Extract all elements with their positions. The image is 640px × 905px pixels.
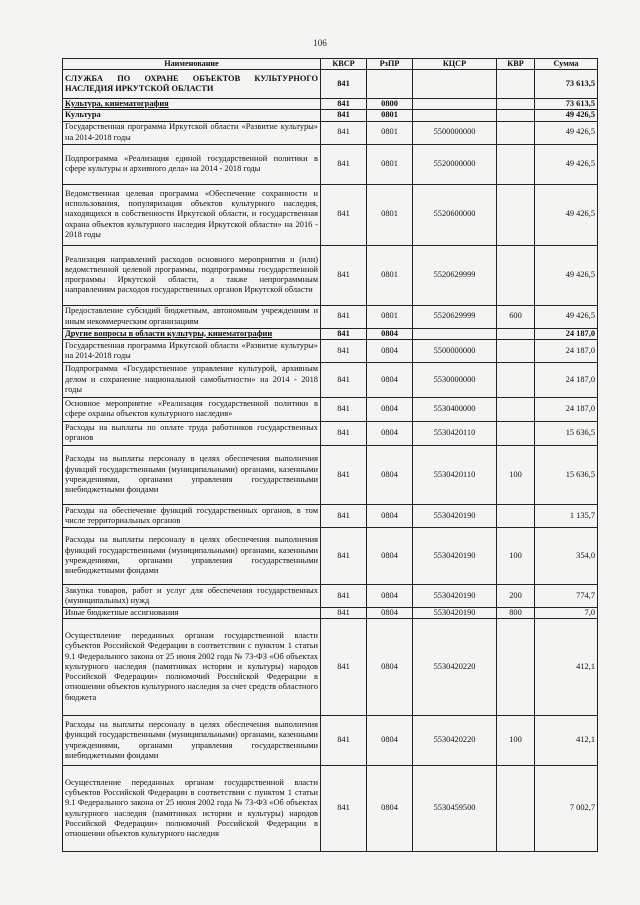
row-sum: 1 135,7 — [535, 504, 598, 527]
row-rzpr — [367, 70, 413, 99]
table-row — [63, 110, 598, 121]
row-kcsr: 5520629999 — [413, 245, 497, 305]
row-kvsr: 841 — [321, 144, 367, 184]
row-sum: 49 426,5 — [535, 144, 598, 184]
row-kvsr: 841 — [321, 362, 367, 397]
row-name: Расходы на выплаты персоналу в целях обеспечения выполнения функций государственными (муниципальными) органами, казенными учреждениями, органами управления государственными внебюджетными фондами — [63, 445, 321, 504]
row-kcsr: 5520000000 — [413, 144, 497, 184]
row-kcsr: 5530420190 — [413, 607, 497, 618]
table-row — [63, 619, 598, 716]
row-kvsr: 841 — [321, 121, 367, 144]
row-rzpr: 0804 — [367, 339, 413, 362]
table-row — [63, 766, 598, 852]
row-sum: 49 426,5 — [535, 110, 598, 121]
row-kvsr: 841 — [321, 504, 367, 527]
row-rzpr: 0801 — [367, 121, 413, 144]
row-sum: 24 187,0 — [535, 397, 598, 421]
row-name: Предоставление субсидий бюджетным, автономным учреждениям и иным некоммерческим организациям — [63, 305, 321, 328]
row-sum: 7 002,7 — [535, 766, 598, 852]
row-kcsr: 5530420190 — [413, 527, 497, 584]
row-kvr — [497, 70, 535, 99]
row-kvr — [497, 184, 535, 245]
row-kvsr: 841 — [321, 328, 367, 339]
row-sum: 354,0 — [535, 527, 598, 584]
table-row — [63, 716, 598, 766]
row-rzpr: 0804 — [367, 766, 413, 852]
row-name: Культура, кинематография — [63, 99, 321, 110]
row-kvsr: 841 — [321, 607, 367, 618]
row-kvsr: 841 — [321, 619, 367, 716]
row-rzpr: 0804 — [367, 504, 413, 527]
row-sum: 49 426,5 — [535, 184, 598, 245]
table-row — [63, 362, 598, 397]
row-kvr — [497, 766, 535, 852]
row-kvr — [497, 504, 535, 527]
row-name: Государственная программа Иркутской области «Развитие культуры» на 2014-2018 годы — [63, 339, 321, 362]
row-kvr — [497, 328, 535, 339]
row-kvr — [497, 99, 535, 110]
row-rzpr: 0804 — [367, 527, 413, 584]
row-kvr — [497, 362, 535, 397]
row-sum: 49 426,5 — [535, 121, 598, 144]
row-name: Реализация направлений расходов основного мероприятия и (или) ведомственной целевой программы, подпрограммы государственной программы Иркутской области, а также непрограммным направлениям расходов государственных органов Иркутской области — [63, 245, 321, 305]
row-kvsr: 841 — [321, 527, 367, 584]
row-kvsr: 841 — [321, 110, 367, 121]
row-kcsr: 5500000000 — [413, 339, 497, 362]
row-kvr — [497, 339, 535, 362]
table-row — [63, 339, 598, 362]
row-kcsr: 5530000000 — [413, 362, 497, 397]
row-kcsr — [413, 99, 497, 110]
row-sum: 49 426,5 — [535, 245, 598, 305]
header-sum: Сумма — [535, 59, 598, 70]
row-sum: 774,7 — [535, 584, 598, 607]
table-row — [63, 527, 598, 584]
table-row — [63, 70, 598, 99]
row-kcsr: 5530459500 — [413, 766, 497, 852]
row-sum: 24 187,0 — [535, 328, 598, 339]
table-row — [63, 144, 598, 184]
table-row — [63, 121, 598, 144]
row-name: Основное мероприятие «Реализация государственной политики в сфере охраны объектов культурного наследия» — [63, 397, 321, 421]
row-rzpr: 0801 — [367, 110, 413, 121]
row-rzpr: 0804 — [367, 397, 413, 421]
row-kvsr: 841 — [321, 184, 367, 245]
row-rzpr: 0804 — [367, 328, 413, 339]
row-sum: 412,1 — [535, 716, 598, 766]
row-kcsr: 5530420220 — [413, 716, 497, 766]
row-kvsr: 841 — [321, 716, 367, 766]
row-sum: 49 426,5 — [535, 305, 598, 328]
row-name: Закупка товаров, работ и услуг для обеспечения государственных (муниципальных) нужд — [63, 584, 321, 607]
row-name: Расходы на обеспечение функций государственных органов, в том числе территориальных органов — [63, 504, 321, 527]
row-rzpr: 0804 — [367, 607, 413, 618]
row-kcsr: 5530420220 — [413, 619, 497, 716]
row-rzpr: 0801 — [367, 144, 413, 184]
row-kvr — [497, 110, 535, 121]
row-kvr — [497, 421, 535, 445]
row-rzpr: 0800 — [367, 99, 413, 110]
table-row — [63, 584, 598, 607]
row-kcsr — [413, 110, 497, 121]
row-name: Государственная программа Иркутской области «Развитие культуры» на 2014-2018 годы — [63, 121, 321, 144]
row-kvr: 200 — [497, 584, 535, 607]
table-row — [63, 607, 598, 618]
row-rzpr: 0804 — [367, 619, 413, 716]
row-rzpr: 0801 — [367, 245, 413, 305]
table-header-row — [63, 59, 598, 70]
row-rzpr: 0804 — [367, 421, 413, 445]
header-kcsr: КЦСР — [413, 59, 497, 70]
row-rzpr: 0804 — [367, 445, 413, 504]
header-rzpr: РзПР — [367, 59, 413, 70]
row-kvsr: 841 — [321, 421, 367, 445]
row-kvsr: 841 — [321, 305, 367, 328]
row-name: Расходы на выплаты персоналу в целях обеспечения выполнения функций государственными (муниципальными) органами, казенными учреждениями, органами управления государственными внебюджетными фондами — [63, 716, 321, 766]
row-sum: 412,1 — [535, 619, 598, 716]
page-number: 106 — [313, 38, 327, 48]
table-row — [63, 305, 598, 328]
row-rzpr: 0804 — [367, 584, 413, 607]
row-kvsr: 841 — [321, 445, 367, 504]
table-row — [63, 245, 598, 305]
row-kvr: 100 — [497, 716, 535, 766]
budget-table — [62, 58, 598, 852]
row-kvr: 600 — [497, 305, 535, 328]
table-row — [63, 99, 598, 110]
row-name: Осуществление переданных органам государственной власти субъектов Российской Федерации в соответствии с пунктом 1 статьи 9.1 Федерального закона от 25 июня 2002 года № 73-ФЗ «Об объектах культурного наследия (памятниках истории и культуры) народов Российской Федерации» полномочий Российской Федерации в отношении объектов культурного наследия — [63, 766, 321, 852]
row-kvsr: 841 — [321, 245, 367, 305]
row-kcsr: 5500000000 — [413, 121, 497, 144]
row-name: Ведомственная целевая программа «Обеспечение сохранности и использования, популяризация объектов культурного наследия, находящихся в собственности Иркутской области, и государственная охрана объектов культурного наследия Иркутской области» на 2016 - 2018 годы — [63, 184, 321, 245]
row-kvr — [497, 245, 535, 305]
row-name: Другие вопросы в области культуры, кинематографии — [63, 328, 321, 339]
row-name: Иные бюджетные ассигнования — [63, 607, 321, 618]
row-sum: 73 613,5 — [535, 70, 598, 99]
table-row — [63, 445, 598, 504]
header-name: Наименование — [63, 59, 321, 70]
row-sum: 24 187,0 — [535, 362, 598, 397]
row-rzpr: 0804 — [367, 716, 413, 766]
row-rzpr: 0801 — [367, 305, 413, 328]
row-kvr — [497, 397, 535, 421]
row-kcsr: 5520600000 — [413, 184, 497, 245]
row-kcsr: 5530420110 — [413, 445, 497, 504]
row-name: Подпрограмма «Государственное управление культурой, архивным делом и сохранение национальной самобытности» на 2014 - 2018 годы — [63, 362, 321, 397]
row-sum: 15 636,5 — [535, 421, 598, 445]
row-kvr: 100 — [497, 527, 535, 584]
row-kcsr: 5520629999 — [413, 305, 497, 328]
table-row — [63, 504, 598, 527]
row-sum: 73 613,5 — [535, 99, 598, 110]
row-kcsr — [413, 70, 497, 99]
row-kvsr: 841 — [321, 70, 367, 99]
row-kvr: 100 — [497, 445, 535, 504]
row-name: СЛУЖБА ПО ОХРАНЕ ОБЪЕКТОВ КУЛЬТУРНОГО НАСЛЕДИЯ ИРКУТСКОЙ ОБЛАСТИ — [63, 70, 321, 99]
row-name: Расходы на выплаты персоналу в целях обеспечения выполнения функций государственными (муниципальными) органами, казенными учреждениями, органами управления государственными внебюджетными фондами — [63, 527, 321, 584]
row-kcsr — [413, 328, 497, 339]
row-kvr — [497, 121, 535, 144]
row-kvsr: 841 — [321, 766, 367, 852]
row-kcsr: 5530420190 — [413, 584, 497, 607]
row-name: Подпрограмма «Реализация единой государственной политики в сфере культуры и архивного дела» на 2014 - 2018 годы — [63, 144, 321, 184]
row-kvr: 800 — [497, 607, 535, 618]
row-name: Расходы на выплаты по оплате труда работников государственных органов — [63, 421, 321, 445]
table-row — [63, 184, 598, 245]
row-name: Осуществление переданных органам государственной власти субъектов Российской Федерации в соответствии с пунктом 1 статьи 9.1 Федерального закона от 25 июня 2002 года № 73-ФЗ «Об объектах культурного наследия (памятниках истории и культуры) народов Российской Федерации» полномочий Российской Федерации в отношении объектов культурного наследия за счет средств областного бюджета — [63, 619, 321, 716]
row-kvsr: 841 — [321, 99, 367, 110]
header-kvsr: КВСР — [321, 59, 367, 70]
row-name: Культура — [63, 110, 321, 121]
row-kvr — [497, 144, 535, 184]
row-kvsr: 841 — [321, 397, 367, 421]
row-rzpr: 0801 — [367, 184, 413, 245]
row-sum: 24 187,0 — [535, 339, 598, 362]
row-kvr — [497, 619, 535, 716]
row-kcsr: 5530400000 — [413, 397, 497, 421]
table-row — [63, 328, 598, 339]
row-kvsr: 841 — [321, 339, 367, 362]
row-rzpr: 0804 — [367, 362, 413, 397]
table-row — [63, 397, 598, 421]
row-sum: 15 636,5 — [535, 445, 598, 504]
row-kcsr: 5530420190 — [413, 504, 497, 527]
row-sum: 7,0 — [535, 607, 598, 618]
row-kcsr: 5530420110 — [413, 421, 497, 445]
header-kvr: КВР — [497, 59, 535, 70]
table-row — [63, 421, 598, 445]
row-kvsr: 841 — [321, 584, 367, 607]
